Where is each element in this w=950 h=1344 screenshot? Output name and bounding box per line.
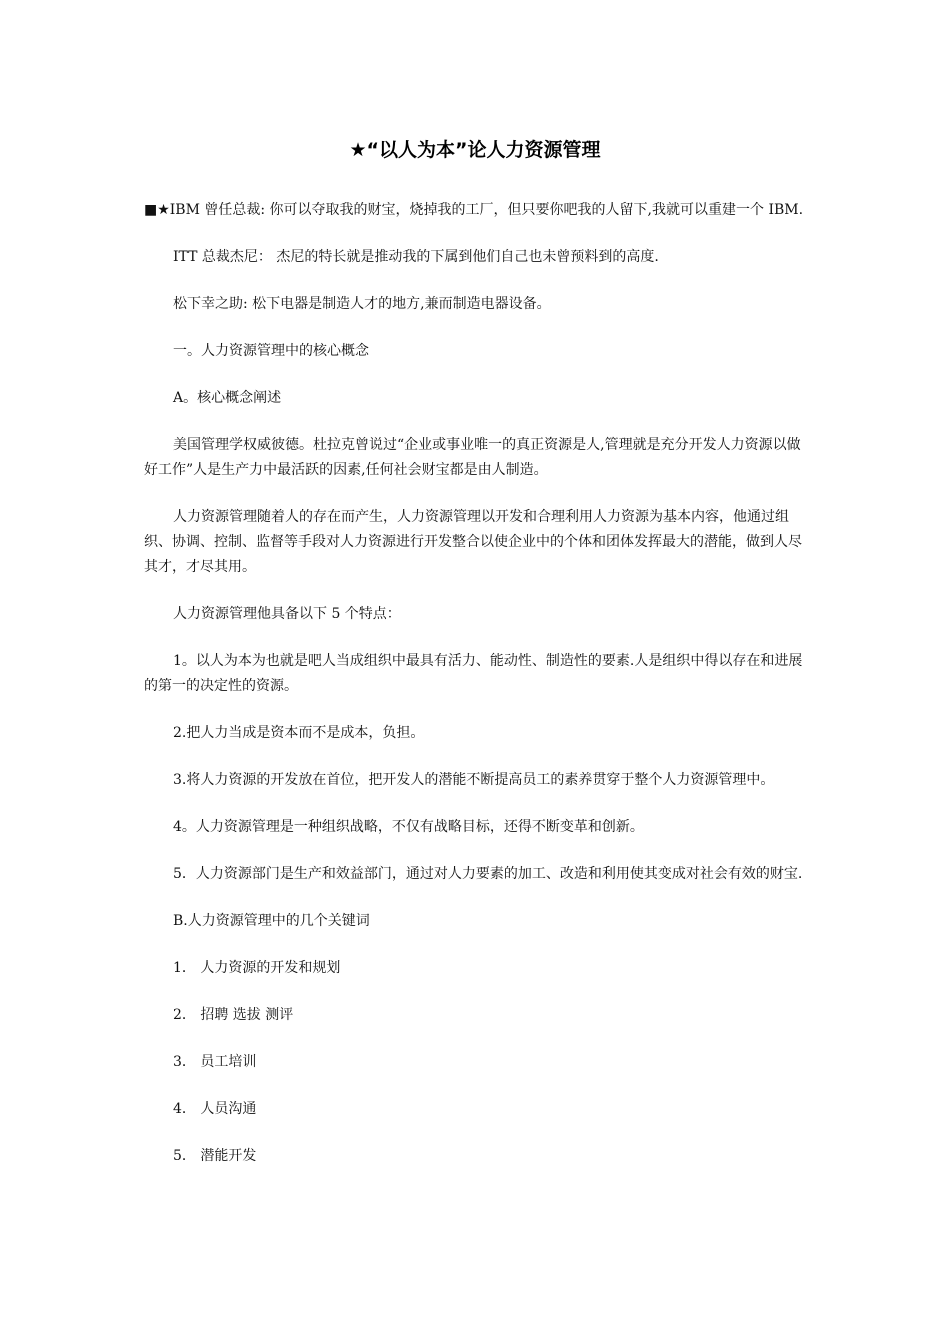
feature-item-2: 2.把人力当成是资本而不是成本，负担。 (173, 725, 425, 741)
keyword-item-5: 5． 潜能开发 (173, 1148, 257, 1164)
feature-item-3: 3.将人力资源的开发放在首位，把开发人的潜能不断提高员工的素养贯穿于整个人力资源管理中。 (173, 772, 775, 788)
subsection-heading-b: B.人力资源管理中的几个关键词 (173, 913, 370, 929)
keyword-item-2: 2． 招聘 选拔 测评 (173, 1007, 294, 1023)
paragraph-itt-quote: ITT 总裁杰尼： 杰尼的特长就是推动我的下属到他们自己也未曾预料到的高度. (173, 249, 659, 265)
paragraph-drucker: 美国管理学权威彼德。杜拉克曾说过“企业或事业唯一的真正资源是人,管理就是充分开发人力资源以做好工作”人是生产力中最活跃的因素,任何社会财宝都是由人制造。 (144, 437, 801, 478)
subsection-heading-a: A。核心概念阐述 (173, 390, 282, 406)
paragraph-matsushita-quote: 松下幸之助: 松下电器是制造人才的地方,兼而制造电器设备。 (173, 296, 551, 312)
page-title: ★“以人为本”论人力资源管理 (349, 139, 601, 161)
keyword-item-4: 4． 人员沟通 (173, 1101, 257, 1117)
section-heading-core-concepts: 一。人力资源管理中的核心概念 (173, 343, 369, 359)
keyword-item-3: 3． 员工培训 (173, 1054, 257, 1070)
document-body (144, 198, 808, 1191)
keyword-item-1: 1． 人力资源的开发和规划 (173, 960, 341, 976)
feature-item-5: 5．人力资源部门是生产和效益部门，通过对人力要素的加工、改造和利用使其变成对社会有效的财宝. (173, 866, 803, 882)
feature-item-4: 4。人力资源管理是一种组织战略，不仅有战略目标，还得不断变革和创新。 (173, 819, 644, 835)
paragraph-features-intro: 人力资源管理他具备以下 5 个特点： (173, 606, 401, 622)
feature-item-1: 1。以人为本为也就是吧人当成组织中最具有活力、能动性、制造性的要素.人是组织中得以存在和进展的第一的决定性的资源。 (144, 653, 803, 694)
paragraph-hrm-definition: 人力资源管理随着人的存在而产生，人力资源管理以开发和合理利用人力资源为基本内容，他通过组织、协调、控制、监督等手段对人力资源进行开发整合以使企业中的个体和团体发挥最大的潜能，做到人尽其才，才尽其用。 (144, 509, 802, 575)
paragraph-ibm-quote: ■★IBM 曾任总裁: 你可以夺取我的财宝，烧掉我的工厂，但只要你吧我的人留下,我就可以重建一个 IBM. (144, 202, 804, 218)
